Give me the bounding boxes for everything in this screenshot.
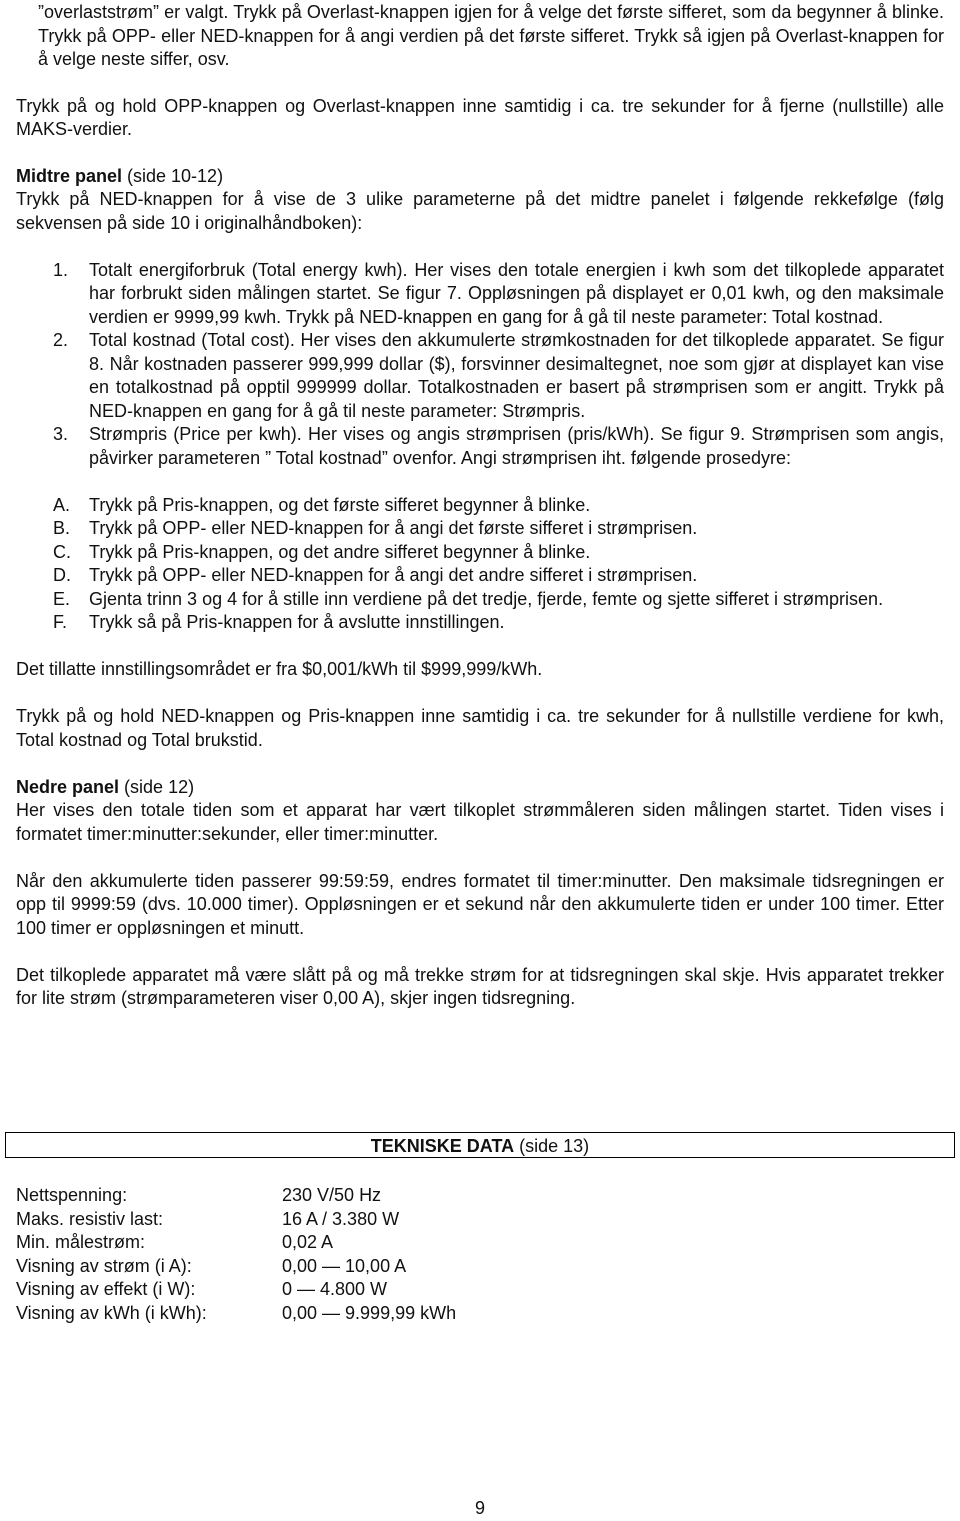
list-marker: 2. bbox=[53, 330, 69, 350]
spec-label: Maks. resistiv last: bbox=[16, 1208, 164, 1229]
spec-label: Visning av effekt (i W): bbox=[16, 1279, 196, 1299]
spec-value: 16 A / 3.380 W bbox=[282, 1208, 400, 1229]
spec-label: Min. målestrøm: bbox=[16, 1232, 146, 1252]
step-text: Gjenta trinn 3 og 4 for å stille inn verdiene på det tredje, fjerde, femte og sjette sifferet i strømprisen. bbox=[89, 588, 884, 609]
spec-value: 0,00 — 9.999,99 kWh bbox=[282, 1302, 457, 1323]
list-marker: 3. bbox=[53, 424, 69, 444]
range-paragraph: Det tillatte innstillingsområdet er fra $0,001/kWh til $999,999/kWh. bbox=[16, 659, 543, 679]
step-marker: A. bbox=[53, 494, 71, 515]
spec-value: 0 — 4.800 W bbox=[282, 1279, 388, 1299]
list-marker: 1. bbox=[53, 259, 69, 280]
nedre-heading-bold: Nedre panel bbox=[16, 776, 120, 797]
intro-paragraph-2: Trykk på og hold OPP-knappen og Overlast-knappen inne samtidig i ca. tre sekunder for å fjerne (nullstille) alle MAKS-verdier. bbox=[16, 95, 944, 139]
step-item bbox=[16, 564, 944, 588]
step-marker: C. bbox=[53, 541, 71, 562]
nedre-paragraph-3: Det tilkoplede apparatet må være slått på og må trekke strøm for at tidsregningen skal skje. Hvis apparatet trekker for lite strøm (strømparameteren viser 0,00 A), skjer ingen tidsregning. bbox=[16, 964, 944, 1008]
step-text: Trykk så på Pris-knappen for å avslutte innstillingen. bbox=[89, 612, 505, 632]
spec-table bbox=[16, 1184, 456, 1325]
step-item bbox=[16, 541, 944, 565]
step-item bbox=[16, 611, 944, 635]
step-text: Trykk på Pris-knappen, og det første sifferet begynner å blinke. bbox=[89, 494, 591, 515]
spec-row bbox=[16, 1278, 456, 1302]
tekniske-heading-bold: TEKNISKE DATA bbox=[370, 1136, 515, 1156]
nedre-paragraph-2: Når den akkumulerte tiden passerer 99:59:59, endres formatet til timer:minutter. Den maksimale tidsregningen er opp til 9999:59 (dvs. 10.000 timer). Oppløsningen er et sekund når den akkumulerte tiden er under 100 timer. Etter 100 timer er oppløsningen et minutt. bbox=[16, 870, 944, 938]
step-item bbox=[16, 494, 944, 518]
step-item bbox=[16, 517, 944, 541]
spec-row bbox=[16, 1184, 456, 1208]
step-marker: D. bbox=[53, 565, 71, 585]
step-marker: F. bbox=[53, 612, 68, 632]
spec-row bbox=[16, 1255, 456, 1279]
intro-paragraph-1: ”overlaststrøm” er valgt. Trykk på Overlast-knappen igjen for å velge det første sifferet, som da begynner å blinke. Trykk på OPP- eller NED-knappen for å angi verdien på det første sifferet. Trykk så igjen på Overlast-knappen for å velge neste siffer, osv. bbox=[38, 2, 944, 69]
spec-row bbox=[16, 1302, 456, 1326]
list-text: Totalt energiforbruk (Total energy kwh). Her vises den totale energien i kwh som det tilkoplede apparatet har forbrukt siden målingen startet. Se figur 7. Oppløsningen på displayet er 0,01 kwh, og den maksimale verdien er 9999,99 kwh. Trykk på NED-knappen en gang for å gå til neste parameter: Total kostnad. bbox=[89, 259, 944, 327]
document-page bbox=[16, 0, 944, 1011]
spec-value: 230 V/50 Hz bbox=[282, 1185, 382, 1205]
midtre-intro: Trykk på NED-knappen for å vise de 3 ulike parameterne på det midtre panelet i følgende rekkefølge (følg sekvensen på side 10 i originalhåndboken): bbox=[16, 189, 944, 233]
spec-value: 0,02 A bbox=[282, 1232, 334, 1252]
list-item bbox=[16, 423, 944, 470]
nedre-heading bbox=[16, 776, 944, 800]
nedre-heading-rest: (side 12) bbox=[119, 776, 195, 797]
step-text: Trykk på Pris-knappen, og det andre sifferet begynner å blinke. bbox=[89, 541, 591, 562]
tekniske-heading-rest: (side 13) bbox=[514, 1136, 590, 1156]
spec-label: Nettspenning: bbox=[16, 1185, 128, 1205]
nedre-paragraph-1: Her vises den totale tiden som et apparat har vært tilkoplet strømmåleren siden målingen startet. Tiden vises i formatet timer:minutter:sekunder, eller timer:minutter. bbox=[16, 800, 944, 844]
list-text: Strømpris (Price per kwh). Her vises og angis strømprisen (pris/kWh). Se figur 9. Strømprisen som angis, påvirker parameteren ” Total kostnad” ovenfor. Angi strømprisen iht. følgende prosedyre: bbox=[89, 424, 944, 468]
spec-label: Visning av kWh (i kWh): bbox=[16, 1302, 207, 1323]
spec-row bbox=[16, 1208, 456, 1232]
step-item bbox=[16, 588, 944, 612]
step-marker: B. bbox=[53, 518, 71, 538]
spec-label: Visning av strøm (i A): bbox=[16, 1255, 192, 1276]
list-item bbox=[16, 329, 944, 423]
midtre-heading-bold: Midtre panel bbox=[16, 165, 123, 186]
list-item bbox=[16, 259, 944, 330]
parameter-list bbox=[16, 259, 944, 471]
page-number: 9 bbox=[474, 1498, 485, 1518]
midtre-heading bbox=[16, 165, 944, 189]
spec-value: 0,00 — 10,00 A bbox=[282, 1255, 407, 1276]
step-marker: E. bbox=[53, 588, 71, 609]
step-text: Trykk på OPP- eller NED-knappen for å angi det andre sifferet i strømprisen. bbox=[89, 565, 698, 585]
reset-paragraph: Trykk på og hold NED-knappen og Pris-knappen inne samtidig i ca. tre sekunder for å nullstille verdiene for kwh, Total kostnad og Total brukstid. bbox=[16, 706, 944, 750]
list-text: Total kostnad (Total cost). Her vises den akkumulerte strømkostnaden for det tilkoplede apparatet. Se figur 8. Når kostnaden passerer 999,999 dollar ($), forsvinner desimaltegnet, noe som gjør at displayet kan vise en totalkostnad på opptil 999999 dollar. Totalkostnaden er basert på strømprisen som er angitt. Trykk på NED-knappen en gang for å gå til neste parameter: Strømpris. bbox=[89, 330, 944, 421]
step-text: Trykk på OPP- eller NED-knappen for å angi det første sifferet i strømprisen. bbox=[89, 518, 698, 538]
midtre-heading-rest: (side 10-12) bbox=[122, 165, 224, 186]
tekniske-data-heading-box bbox=[5, 1132, 955, 1158]
procedure-steps bbox=[16, 494, 944, 635]
spec-row bbox=[16, 1231, 456, 1255]
